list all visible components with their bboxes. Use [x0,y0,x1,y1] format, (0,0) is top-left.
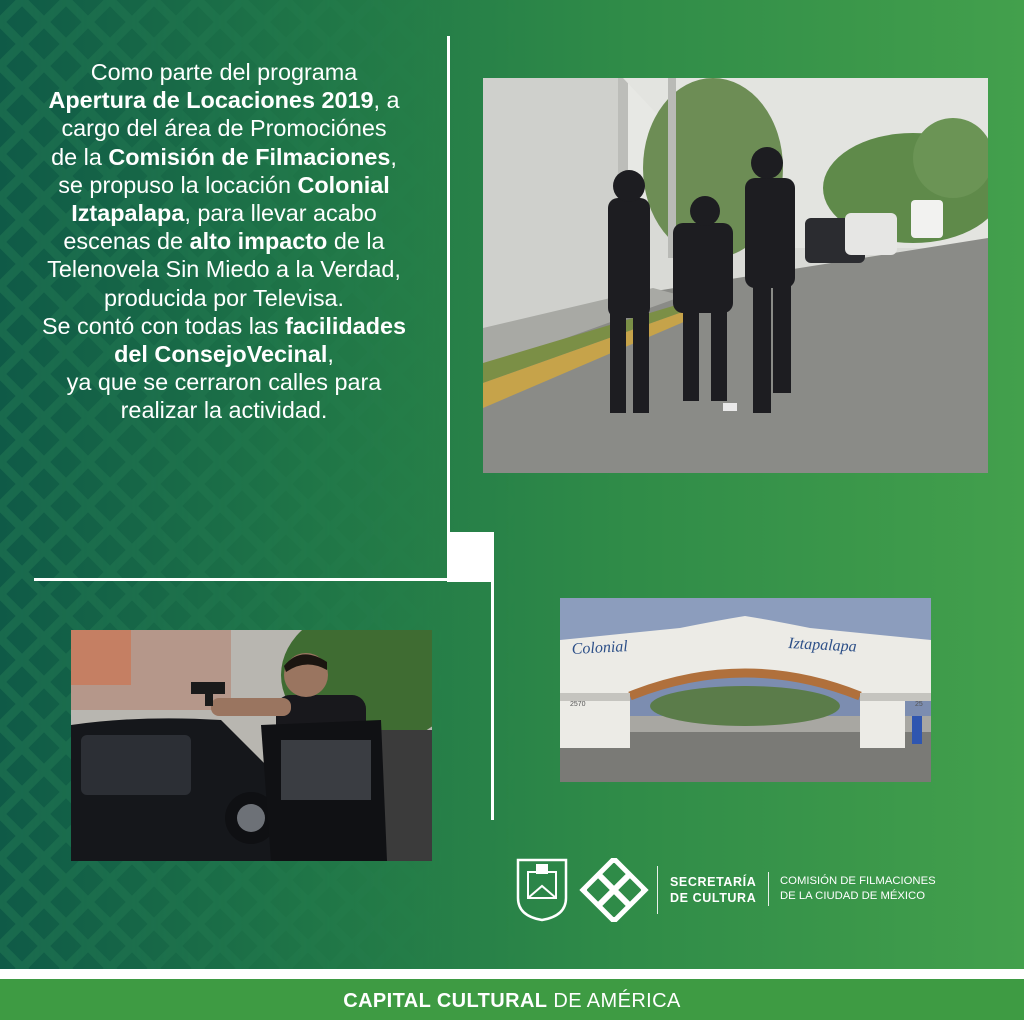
secretaria-line-1: SECRETARÍA [670,875,757,889]
cdmx-shield-icon [518,860,566,920]
text-line-10: Se contó con todas las facilidades [41,312,407,339]
arch-number-right: 25 [915,701,923,708]
text-line-3: cargo del área de Promociónes [61,115,387,142]
text-line-2: Apertura de Locaciones 2019, a [48,87,400,114]
arch-sign-left: Colonial [571,638,629,658]
text-line-12: ya que se cerraron calles para [66,369,382,396]
photo-colonial-arch [560,598,931,782]
text-line-4: de la Comisión de Filmaciones, [51,143,397,170]
logo-separator-2 [768,872,769,906]
text-line-7: escenas de alto impacto de la [63,228,385,255]
secretaria-line-2: DE CULTURA [670,891,757,905]
footer-regular-text: DE AMÉRICA [547,990,681,1012]
footer-banner [0,979,1024,1020]
comision-line-1: COMISIÓN DE FILMACIONES [780,875,936,887]
text-line-8: Telenovela Sin Miedo a la Verdad, [47,256,401,283]
divider-vertical-top [447,36,450,579]
arch-sign-right: Iztapalapa [787,635,858,656]
photo-street-scene [483,78,988,473]
description-text [8,58,440,425]
secretaria-cultura-label [670,874,756,906]
divider-horizontal [34,578,450,581]
comision-filmaciones-label [780,874,936,904]
text-line-9: producida por Televisa. [103,284,345,311]
arch-number-left: 2570 [570,701,586,708]
footer-bold-text: CAPITAL CULTURAL [343,990,548,1012]
text-line-5: se propuso la locación Colonial [58,171,390,198]
footer-divider [0,969,1024,979]
cdmx-mark-icon [581,858,647,922]
text-line-13: realizar la actividad. [120,397,328,424]
divider-square [447,532,494,582]
divider-vertical-bottom [491,580,494,820]
comision-line-2: DE LA CIUDAD DE MÉXICO [780,890,926,902]
logo-separator [657,866,658,914]
text-line-6: Iztapalapa, para llevar acabo [71,200,377,227]
text-line-1: Como parte del programa [90,59,358,85]
text-line-11: del ConsejoVecinal, [114,341,334,368]
photo-actor-car [71,630,432,861]
